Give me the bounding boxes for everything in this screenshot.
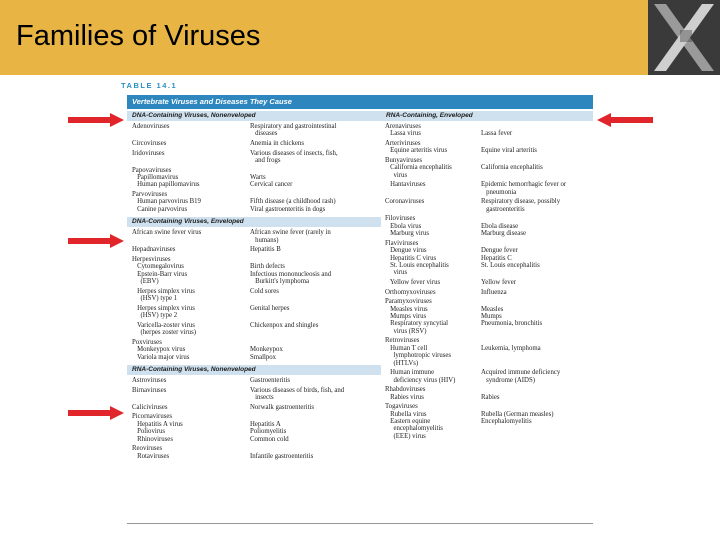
disease: Respiratory disease, possibly gastroenteritis xyxy=(481,198,561,213)
disease: Hepatitis B xyxy=(250,246,281,254)
virus-family: Arteriviruses Equine arteritis virus xyxy=(385,140,448,155)
disease: Leukemia, lymphoma xyxy=(481,344,541,352)
disease: Yellow fever xyxy=(481,279,516,286)
disease: Fifth disease (a childhood rash) Viral gastroenteritis in dogs xyxy=(250,198,336,213)
virus-family: Birnaviruses xyxy=(132,386,167,394)
table-caption: TABLE 14.1 xyxy=(121,81,178,90)
disease: Measles Mumps Pneumonia, bronchitis xyxy=(481,305,543,328)
virus-family: Paramyxoviruses Measles virus Mumps virus Respiratory syncytial virus (RSV) xyxy=(385,298,449,335)
red-arrow-icon xyxy=(66,405,126,421)
virus-family: Herpesviruses Cytomegalovirus Epstein-Barr virus (EBV) xyxy=(132,256,188,286)
disease: Norwalk gastroenteritis xyxy=(250,403,314,411)
red-arrow-icon xyxy=(66,112,126,128)
virus-family: Rhabdoviruses Rabies virus xyxy=(385,386,426,401)
disease: Dengue fever Hepatitis C St. Louis encephalitis xyxy=(481,247,540,270)
disease: Gastroenteritis xyxy=(250,377,291,385)
disease: Hepatitis A Poliomyelitis Common cold xyxy=(250,420,289,443)
section-header: RNA-Containing, Enveloped xyxy=(381,111,593,121)
section-header: DNA-Containing Viruses, Nonenveloped xyxy=(127,111,381,121)
virus-family: Poxviruses Monkeypox virus Variola major virus xyxy=(132,338,190,361)
section-header: DNA-Containing Viruses, Enveloped xyxy=(127,217,381,227)
disease: Rubella (German measles) Encephalomyelitis xyxy=(481,410,554,425)
virus-family: African swine fever virus xyxy=(132,229,202,237)
disease: African swine fever (rarely in humans) xyxy=(250,229,331,244)
virus-family: Varicella-zoster virus (herpes zoster virus) xyxy=(136,321,196,337)
virus-family: Human immune deficiency virus (HIV) xyxy=(390,369,456,384)
disease: Acquired immune deficiency syndrome (AIDS) xyxy=(481,369,561,384)
virus-family: Herpes simplex virus (HSV) type 2 xyxy=(137,304,195,320)
disease: Birth defects Infectious mononucleosis and Burkitt's lymphoma xyxy=(250,263,332,286)
virus-family: Filoviruses Ebola virus Marburg virus xyxy=(385,215,430,238)
disease: Warts Cervical cancer xyxy=(250,174,293,189)
disease: Various diseases of insects, fish, and frogs xyxy=(250,149,338,164)
disease: Monkeypox Smallpox xyxy=(250,346,283,361)
virus-family: Coronaviruses xyxy=(385,198,425,206)
section-header: RNA-Containing Viruses, Nonenveloped xyxy=(127,365,381,375)
disease: Rabies xyxy=(481,393,500,401)
disease: Genital herpes xyxy=(250,304,290,312)
disease: Respiratory and gastrointestinal diseases xyxy=(250,123,337,138)
disease: Various diseases of birds, fish, and insects xyxy=(250,386,345,402)
disease: Lassa fever xyxy=(481,130,513,138)
virus-table xyxy=(127,95,593,524)
red-arrow-icon xyxy=(595,112,655,128)
virus-family: Hantaviruses xyxy=(385,181,426,189)
virus-family: Arenaviruses Lassa virus xyxy=(385,123,421,138)
virus-family: Herpes simplex virus (HSV) type 1 xyxy=(137,287,195,303)
virus-family: Orthomyxoviruses xyxy=(385,288,436,296)
virus-family: Yellow fever virus xyxy=(385,279,441,286)
virus-family: Togaviruses Rubella virus Eastern equine encephalomyelitis (EEE) virus xyxy=(385,403,443,440)
disease: Ebola disease Marburg disease xyxy=(481,222,526,238)
virus-family: Retroviruses Human T cell lymphotropic viruses (HTLVs) xyxy=(385,337,452,367)
virus-family: Bunyaviruses California encephalitis virus xyxy=(385,157,452,179)
disease: California encephalitis xyxy=(481,164,543,172)
virus-family: Astroviruses xyxy=(132,377,167,385)
virus-family: Parvoviruses Human parvovirus B19 Canine parvovirus xyxy=(132,191,201,213)
virus-family: Hepadnaviruses xyxy=(132,246,176,254)
disease: Equine viral arteritis xyxy=(481,147,537,155)
virus-family: Papovaviruses Papillomavirus Human papillomavirus xyxy=(132,166,200,189)
disease: Infantile gastroenteritis xyxy=(250,452,314,460)
disease: Cold sores xyxy=(250,287,279,295)
virus-family: Reoviruses Rotaviruses xyxy=(132,445,170,460)
virus-family: Caliciviruses xyxy=(132,403,168,411)
slide-title: Families of Viruses xyxy=(16,20,261,52)
virus-family: Adenoviruses xyxy=(132,123,170,130)
disease: Chickenpox and shingles xyxy=(250,321,319,329)
red-arrow-icon xyxy=(66,233,126,249)
disease: Influenza xyxy=(481,288,507,296)
table-heading: Vertebrate Viruses and Diseases They Cause xyxy=(127,95,593,109)
virus-family: Picornaviruses Hepatitis A virus Poliovirus Rhinoviruses xyxy=(132,413,183,443)
virus-family: Iridoviruses xyxy=(132,149,165,157)
virus-family: Circoviruses xyxy=(132,140,167,147)
virus-family: Flaviviruses Dengue virus Hepatitis C virus St. Louis encephalitis virus xyxy=(385,239,449,277)
logo xyxy=(648,0,720,75)
disease: Epidemic hemorrhagic fever or pneumonia xyxy=(481,181,567,196)
disease: Anemia in chickens xyxy=(250,140,304,147)
